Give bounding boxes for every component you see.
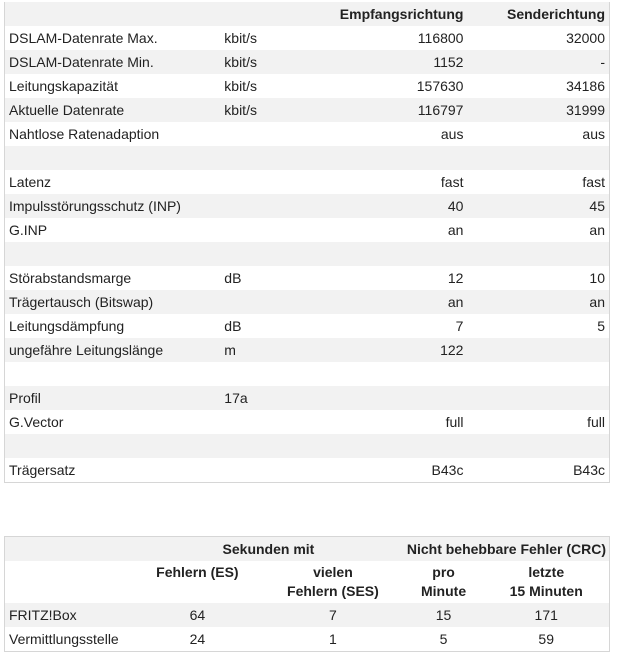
row-unit: kbit/s [224, 102, 257, 118]
group-header-crc: Nicht behebbare Fehler (CRC) [406, 541, 606, 557]
row-downstream: 7 [455, 318, 464, 334]
row-upstream: fast [582, 174, 605, 190]
row-label: Vermittlungsstelle [9, 631, 119, 647]
row-upstream: B43c [573, 462, 605, 478]
dsl-table-header [5, 2, 609, 26]
row-ses: 7 [329, 607, 337, 623]
row-label: DSLAM-Datenrate Max. [9, 30, 158, 46]
row-upstream: 5 [597, 318, 605, 334]
row-label: FRITZ!Box [9, 607, 77, 623]
row-per-minute: 15 [435, 607, 452, 623]
row-downstream: 157630 [416, 78, 464, 94]
row-label: Leitungskapazität [9, 78, 118, 94]
row-last-15-minutes: 59 [538, 631, 554, 647]
row-label: Störabstandsmarge [9, 270, 132, 286]
row-label: Aktuelle Datenrate [9, 102, 125, 118]
table-row [5, 50, 609, 74]
row-unit: kbit/s [224, 78, 257, 94]
error-table-header [5, 537, 609, 561]
header-upstream: Senderichtung [506, 6, 605, 22]
row-downstream: full [445, 414, 464, 430]
col-per-minute: pro Minute [421, 564, 467, 599]
row-last-15-minutes: 171 [534, 607, 558, 623]
row-ses: 1 [329, 631, 337, 647]
row-downstream: 116800 [417, 30, 464, 46]
table-row [5, 218, 609, 242]
row-label: ungefähre Leitungslänge [9, 342, 164, 358]
row-unit: kbit/s [224, 30, 257, 46]
row-downstream: fast [440, 174, 464, 190]
row-upstream: full [587, 414, 605, 430]
table-row [5, 362, 609, 386]
row-downstream: 116797 [417, 102, 464, 118]
row-label: Trägertausch (Bitswap) [9, 294, 154, 310]
row-downstream: 40 [447, 198, 464, 214]
header-downstream: Empfangsrichtung [339, 6, 464, 22]
row-upstream: 34186 [566, 78, 605, 94]
group-header-seconds: Sekunden mit [222, 541, 315, 557]
table-row [5, 170, 609, 194]
col-es: Fehlern (ES) [156, 564, 239, 580]
table-row [5, 627, 609, 651]
row-unit: dB [224, 270, 242, 286]
error-table-body [5, 603, 609, 651]
table-row [5, 74, 609, 98]
row-downstream: B43c [431, 462, 464, 478]
row-upstream: 32000 [566, 30, 605, 46]
row-downstream: an [447, 294, 464, 310]
row-unit: kbit/s [224, 54, 257, 70]
row-downstream: 12 [447, 270, 464, 286]
table-row [5, 603, 609, 627]
table-row [5, 338, 609, 362]
row-es: 64 [189, 607, 206, 623]
row-label: G.Vector [9, 414, 64, 430]
table-row [5, 314, 609, 338]
table-row [5, 290, 609, 314]
row-unit: 17a [224, 390, 248, 406]
dsl-info-table [4, 2, 610, 483]
row-label: Profil [9, 390, 41, 406]
row-label: Impulsstörungsschutz (INP) [9, 198, 181, 214]
row-label: G.INP [9, 222, 48, 238]
row-upstream: an [589, 294, 605, 310]
table-row [5, 98, 609, 122]
row-upstream: 45 [589, 198, 605, 214]
row-downstream: 1152 [433, 54, 464, 70]
table-row [5, 146, 609, 170]
row-label: DSLAM-Datenrate Min. [9, 54, 154, 70]
row-label: Nahtlose Ratenadaption [9, 126, 160, 142]
row-label: Latenz [9, 174, 52, 190]
row-upstream: 31999 [566, 102, 605, 118]
row-downstream: an [447, 222, 464, 238]
row-label: Trägersatz [9, 462, 76, 478]
row-upstream: - [600, 54, 605, 70]
table-row [5, 242, 609, 266]
error-table [4, 536, 610, 652]
row-upstream: an [589, 222, 605, 238]
row-downstream: aus [440, 126, 464, 142]
table-row [5, 194, 609, 218]
row-unit: dB [224, 318, 242, 334]
row-es: 24 [189, 631, 206, 647]
table-row [5, 26, 609, 50]
col-last-15-minutes: letzte 15 Minuten [509, 564, 583, 599]
row-per-minute: 5 [439, 631, 448, 647]
row-upstream: 10 [589, 270, 605, 286]
table-row [5, 386, 609, 410]
row-upstream: aus [582, 126, 605, 142]
table-row [5, 434, 609, 458]
table-row [5, 458, 609, 482]
error-table-subheader [5, 561, 609, 603]
table-row [5, 266, 609, 290]
col-ses: vielen Fehlern (SES) [287, 564, 379, 599]
table-row [5, 122, 609, 146]
table-row [5, 410, 609, 434]
row-unit: m [224, 342, 236, 358]
row-downstream: 122 [440, 342, 464, 358]
dsl-table-body [5, 26, 609, 482]
row-label: Leitungsdämpfung [9, 318, 125, 334]
